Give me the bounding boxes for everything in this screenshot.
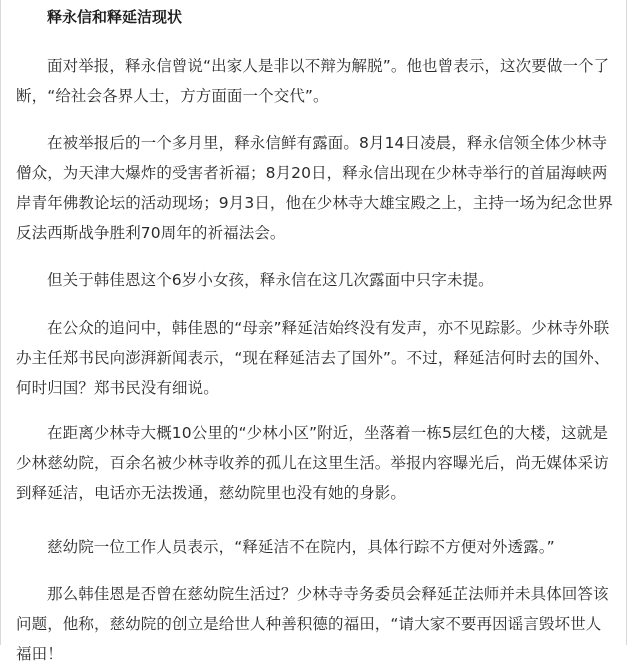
- paragraph-3: 但关于韩佳恩这个6岁小女孩，释永信在这几次露面中只字未提。: [47, 271, 494, 289]
- paragraph-5: 在距离少林寺大概10公里的“少林小区”附近，坐落着一栋5层红色的大楼，这就是少林慈幼院，百余名被少林寺收养的孤儿在这里生活。举报内容曝光后，尚无媒体采访到释延洁，电话亦无法拨通，慈幼院里也没有她的身影。: [16, 424, 609, 502]
- paragraph-4: 在公众的追问中，韩佳恩的“母亲”释延洁始终没有发声，亦不见踪影。少林寺外联办主任郑书民向澎湃新闻表示，“现在释延洁去了国外”。不过，释延洁何时去的国外、何时归国？郑书民没有细说。: [16, 319, 610, 397]
- paragraph-2: 在被举报后的一个多月里，释永信鲜有露面。8月14日凌晨，释永信领全体少林寺僧众，为天津大爆炸的受害者祈福；8月20日，释永信出现在少林寺举行的首届海峡两岸青年佛教论坛的活动现场；9月3日，他在少林寺大雄宝殿之上，主持一场为纪念世界反法西斯战争胜利70周年的祈福法会。: [16, 134, 614, 242]
- paragraph-6: 慈幼院一位工作人员表示，“释延洁不在院内，具体行踪不方便对外透露。”: [47, 538, 555, 556]
- paragraph-7: 那么韩佳恩是否曾在慈幼院生活过？少林寺寺务委员会释延芷法师并未具体回答该问题，他称，慈幼院的创立是给世人种善积德的福田，“请大家不要再因谣言毁坏世人福田！: [16, 585, 609, 663]
- article-title: 释永信和释延洁现状: [47, 8, 183, 26]
- paragraph-1: 面对举报，释永信曾说“出家人是非以不辩为解脱”。他也曾表示，这次要做一个了断，“给社会各界人士，方方面面一个交代”。: [16, 57, 610, 105]
